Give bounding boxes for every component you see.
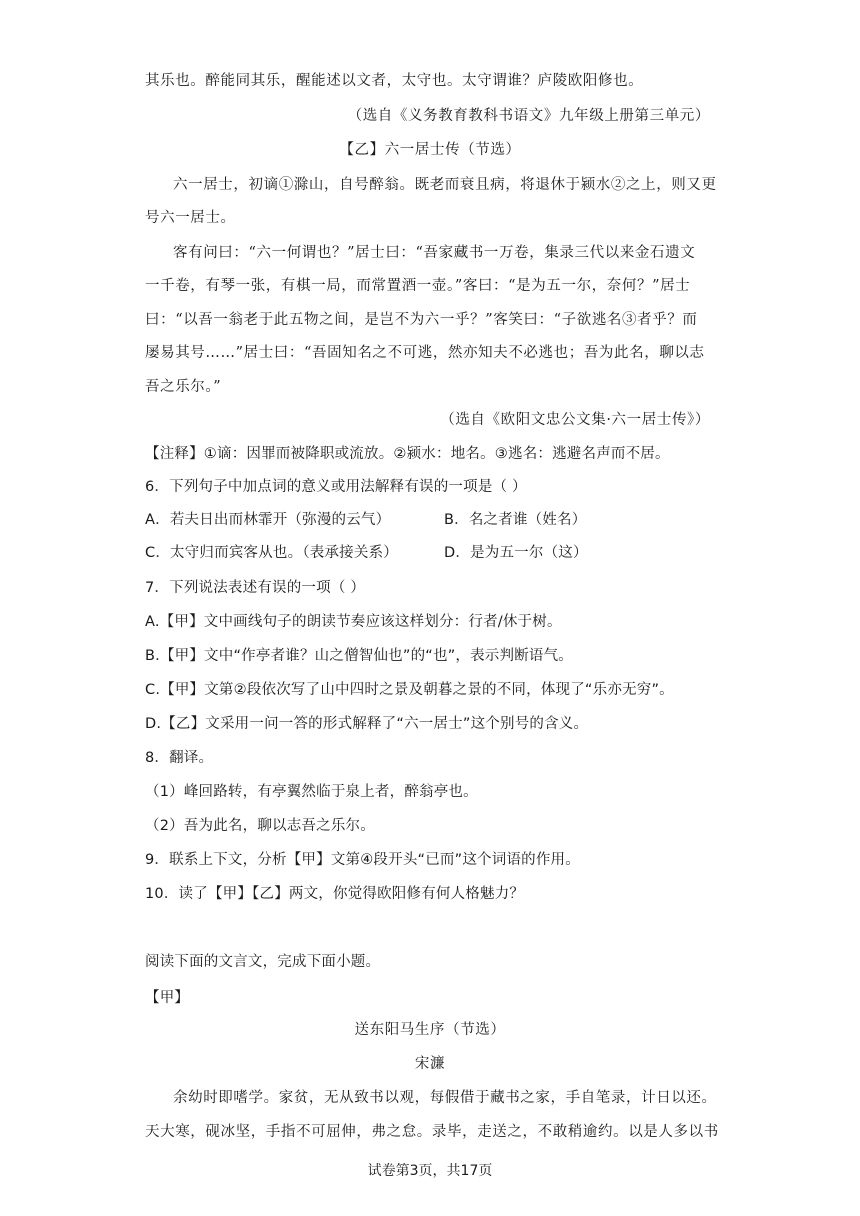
passage-jia-source: （选自《义务教育教科书语文》九年级上册第三单元）: [347, 108, 710, 124]
question-6-option-c: C．太守归而宾客从也。（表承接关系）: [145, 545, 398, 561]
next-section-title: 送东阳马生序（节选）: [354, 1022, 506, 1038]
question-7-stem: 7．下列说法表述有误的一项（ ）: [145, 580, 366, 596]
question-6-stem: 6．下列句子中加点词的意义或用法解释有误的一项是（ ）: [145, 479, 527, 495]
passage-yi-source: （选自《欧阳文忠公文集·六一居士传》）: [440, 412, 710, 428]
question-8-sentence-2: （2）吾为此名，聊以志吾之乐尔。: [145, 818, 375, 834]
passage-yi-p2-line4: 屡易其号……”居士曰：“吾固知名之不可逃，然亦知夫不必逃也；吾为此名，聊以志: [145, 345, 705, 361]
question-7-option-b: B.【甲】文中“作亭者谁？山之僧智仙也”的“也”，表示判断语气。: [145, 648, 574, 664]
question-7-option-d: D.【乙】文采用一问一答的形式解释了“六一居士”这个别号的含义。: [145, 716, 589, 732]
passage-yi-p2-line2: 一千卷，有琴一张，有棋一局，而常置酒一壶。”客曰：“是为五一尔，奈何？”居士: [145, 278, 691, 294]
passage-yi-p2-line5: 吾之乐尔。”: [145, 379, 222, 395]
question-8-stem: 8．翻译。: [145, 750, 214, 766]
question-7-option-c: C.【甲】文第②段依次写了山中四时之景及朝暮之景的不同，体现了“乐亦无穷”。: [145, 682, 674, 698]
question-6-option-a: A．若夫日出而林霏开（弥漫的云气）: [145, 512, 391, 528]
passage-jia-last-line: 其乐也。醉能同其乐，醒能述以文者，太守也。太守谓谁？庐陵欧阳修也。: [145, 73, 644, 89]
page-footer: 试卷第3页，共17页: [367, 1163, 493, 1179]
question-6-option-d: D．是为五一尔（这）: [444, 545, 588, 561]
next-section-line2: 天大寒，砚冰坚，手指不可屈伸，弗之怠。录毕，走送之，不敢稍逾约。以是人多以书: [145, 1124, 719, 1140]
next-section-label: 【甲】: [145, 990, 190, 1006]
next-section-line1: 余幼时即嗜学。家贫，无从致书以观，每假借于藏书之家，手自笔录，计日以还。: [173, 1090, 717, 1106]
passage-yi-p1-line1: 六一居士，初谪①滁山，自号醉翁。既老而衰且病，将退休于颍水②之上，则又更: [173, 177, 717, 193]
passage-yi-p1-line2: 号六一居士。: [145, 210, 236, 226]
question-6-option-b: B．名之者谁（姓名）: [444, 512, 587, 528]
passage-yi-notes: 【注释】①谪：因罪而被降职或流放。②颍水：地名。③逃名：逃避名声而不居。: [145, 446, 670, 462]
passage-yi-p2-line3: 曰：“以吾一翁老于此五物之间，是岂不为六一乎？”客笑曰：“子欲逃名③者乎？而: [145, 312, 698, 328]
passage-yi-p2-line1: 客有问曰：“六一何谓也？”居士曰：“吾家藏书一万卷，集录三代以来金石遗文: [173, 245, 696, 261]
question-8-sentence-1: （1）峰回路转，有亭翼然临于泉上者，醉翁亭也。: [145, 784, 478, 800]
passage-yi-heading: 【乙】六一居士传（节选）: [339, 142, 521, 158]
question-7-option-a: A.【甲】文中画线句子的朗读节奏应该这样划分：行者/休于树。: [145, 614, 562, 630]
next-section-author: 宋濂: [414, 1056, 446, 1072]
question-10: 10．读了【甲】【乙】两文，你觉得欧阳修有何人格魅力？: [145, 886, 525, 902]
next-section-intro: 阅读下面的文言文，完成下面小题。: [145, 954, 381, 970]
question-9: 9．联系上下文，分析【甲】文第④段开头“已而”这个词语的作用。: [145, 852, 580, 868]
